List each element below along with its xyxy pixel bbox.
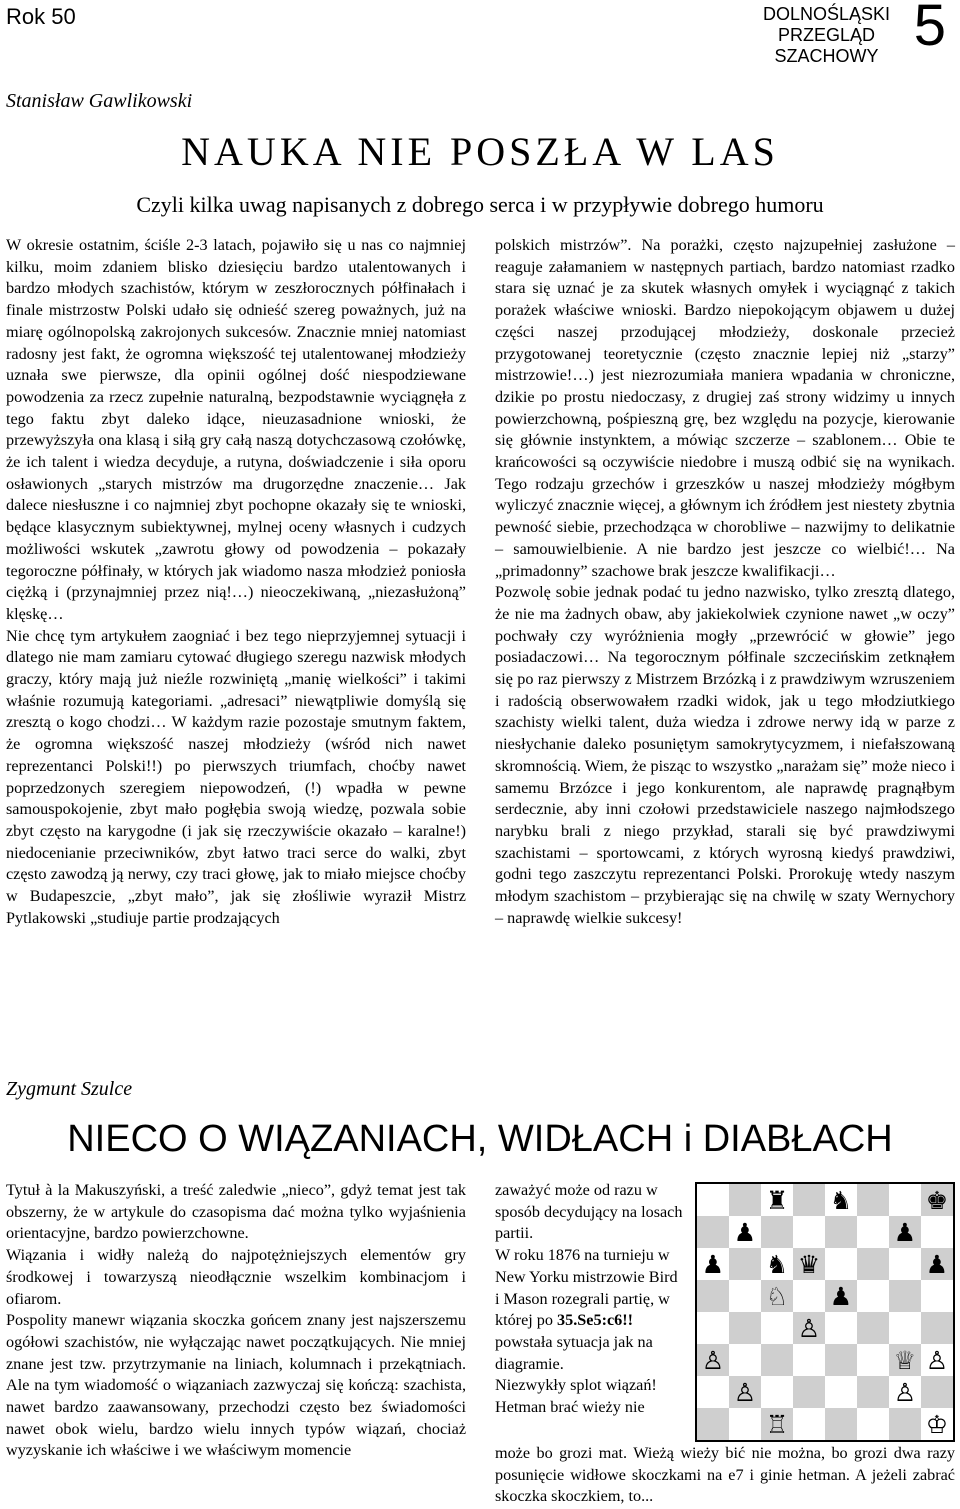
chess-square: [761, 1312, 793, 1344]
article2-paragraph: Tytuł à la Makuszyński, a treść zaledwie „nieco”, gdyż temat jest tak obszerny, że w artykule do czasopisma dać można tylko wyjaśnienia orientacyjne, bardzo powierzchowne.: [6, 1181, 466, 1243]
article2-text: W roku 1876 na turnieju w New Yorku mistrzowie Bird i Mason rozegrali partię, w której po: [495, 1246, 678, 1330]
chess-square: [729, 1344, 761, 1376]
magazine-name-line1: DOLNOŚLĄSKI: [762, 4, 890, 24]
article2-right-text: [495, 1180, 685, 1419]
chess-piece-square: ♟: [921, 1248, 953, 1280]
chess-square: [729, 1184, 761, 1216]
chess-square: [729, 1312, 761, 1344]
chess-square: [793, 1408, 825, 1440]
move-notation: 35.Se5:c6!!: [557, 1311, 634, 1330]
article1-right-column: [495, 235, 955, 930]
chess-square: [857, 1408, 889, 1440]
chess-square: [825, 1248, 857, 1280]
magazine-name-line2: PRZEGLĄD: [777, 25, 875, 45]
chess-square: [825, 1408, 857, 1440]
magazine-name-line3: SZACHOWY: [774, 46, 879, 66]
chess-square: [857, 1184, 889, 1216]
chess-square: [793, 1280, 825, 1312]
article1-paragraph: Nie chcę tym artykułem zaogniać i bez tego nieprzyjemnej sytuacji i dlatego nie mam zamiaru cytować długiego szeregu nazwisk młodych graczy, który mają już nieźle rozwiniętą „manię wielkości” i takimi właśnie rozumują kategoriami. „adresaci” niewątpliwie domyślą się zresztą o kogo chodzi… W każdym razie pozostaje smutnym faktem, że ogromna większość naszej młodzieży (wśród nich nawet reprezentanci Polski!!) po pierwszych triumfach, choćby nawet poprzedzonych szeregiem niepowodzeń, (!) wpadła w pewne samouspokojenie, zbyt mało pogłębia swoją wiedzę, pozwala sobie zbyt często na karygodne (i jak się rzeczywiście okazało – karalne!) niedocenianie przeciwników, zbyt łatwo traci serce do walki, zbyt często zawodzą ją nerwy, czy traci głowę, jak to miało miejsce choćby w Budapeszcie, „zbyt mało”, jak się złośliwie wyraził Mistrz Pytlakowski „studiuje partie prodzających: [6, 626, 466, 927]
chess-piece-square: ♛: [793, 1248, 825, 1280]
chess-square: [697, 1376, 729, 1408]
chess-piece-square: ♞: [825, 1184, 857, 1216]
chess-piece-square: ♖: [761, 1408, 793, 1440]
chess-square: [729, 1280, 761, 1312]
article1-subtitle: Czyli kilka uwag napisanych z dobrego serca i w przypływie dobrego humoru: [136, 192, 824, 217]
article1-paragraph: W okresie ostatnim, ściśle 2-3 latach, pojawiło się u nas co najmniej kilku, moim zdaniem blisko dziesięciu bardzo utalentowanych i bardzo młodych szachistów, którym w zeszłorocznych półfinałach i finale mistrzostw Polski udało się odnieść szereg poważnych, już na miarę ogólnopolską zakrojonych sukcesów. Znacznie mniej natomiast radosny jest fakt, że ogromna większość tej utalentowanej młodzieży uznała swe pierwsze, dla opinii ogólnej dość niespodziewane powodzenia za rzecz zupełnie naturalną, bezpodstawnie wyciągnęła z tego faktu zbyt daleko idące, nieuzasadnione wnioski, że przewyższyła ona klasą i siłą gry całą naszą dotychczasową czołówkę, że ich talent i wiedza decyduje, a rutyna, doświadczenie i siła oporu osławionych „starych mistrzów ma drugorzędne znaczenie… Jak dalece niesłuszne i co najmniej zbyt pochopne okazały się te wnioski, będące klasycznym subiektywnej, mylnej oceny własnych i cudzych możliwości wskutek „zawrotu głowy od powodzenia – pokazały tegoroczne półfinały, w których jak wiadomo nasza młodzież poniosła ciężką i (przynajmniej przez nią!…) nieoczekiwaną, „niezasłużoną” klęskę…: [6, 236, 466, 623]
chess-piece-square: ♙: [729, 1376, 761, 1408]
chess-square: [857, 1376, 889, 1408]
chess-square: [921, 1376, 953, 1408]
chess-square: [889, 1280, 921, 1312]
page-number: 5: [913, 0, 946, 58]
chess-diagram: [695, 1182, 955, 1442]
chess-piece-square: ♟: [729, 1216, 761, 1248]
chess-piece-square: ♕: [889, 1344, 921, 1376]
chess-square: [697, 1184, 729, 1216]
chess-square: [857, 1280, 889, 1312]
article2-bottom-text: może bo grozi mat. Wieżą wieży bić nie można, bo grozi dwa razy posunięcie widłowe skoczkami na e7 i ginie hetman. A jeżeli zabrać skoczka skoczkiem, to...: [495, 1444, 955, 1506]
chess-piece-square: ♟: [889, 1216, 921, 1248]
article2-paragraph: Wiązania i widły należą do najpotężniejszych elementów gry środkowej i towarzyszą nieodłącznie wszelkim kombinacjom i ofiarom.: [6, 1246, 466, 1308]
chess-square: [921, 1216, 953, 1248]
article2-paragraph: Pospolity manewr wiązania skoczka gońcem znany jest najszerszemu ogółowi szachistów, nie wyłączając nawet początkujących. Nie mniej znane jest tzw. przytrzymanie na liniach, kolumnach i przekątniach. Ale na tym wiadomość o wiązaniach zazwyczaj się kończą: szachista, nawet bardzo zaawansowany, przechodzi często bez świadomości nawet obok wielu, bardzo wielu innych typów wiązań, chociaż wyzyskanie ich właściwe i we właściwym momencie: [6, 1311, 466, 1460]
article1-paragraph: polskich mistrzów”. Na porażki, często najzupełniej zasłużone – reaguje załamaniem w następnych partiach, bardzo natomiast rzadko stara się uznać je za skutek własnych omyłek i wyciągnąć z takich porażek właściwe wnioski. Bardzo niepokojącym objawem u dużej części naszej przodującej młodzieży, doskonale przecież przygotowanej teoretycznie (często znacznie lepiej niż „starzy” mistrzowie!…) jest niezrozumiała maniera wpadania w chroniczne, dzikie po prostu niedoczasy, z drugiej zaś strony widzimy u innych powierzchowną, pośpieszną grę, bez względu na pozycje, kierowanie się głównie instynktem, a mówiąc szczerze – szablonem… Obie te krańcowości są oczywiście niedobre i muszą odbić się na wynikach. Tego rodzaju grzechów i grzeszków u naszej młodzieży mógłbym wyliczyć znacznie więcej, a głównym ich źródłem jest niestety zbytnia pewność siebie, przechodząca w chorobliwe – nazwijmy to delikatnie – samouwielbienie. A nie bardzo jest jeszcze co wielbić!… Na „primadonny” szachowe brak jeszcze kwalifikacji…: [495, 236, 955, 580]
chess-square: [857, 1312, 889, 1344]
article1-title: NAUKA NIE POSZŁA W LAS: [181, 129, 779, 174]
chess-square: [729, 1248, 761, 1280]
chess-square: [857, 1344, 889, 1376]
article1-author: Stanisław Gawlikowski: [6, 90, 193, 112]
chess-piece-square: ♙: [889, 1376, 921, 1408]
chess-square: [697, 1408, 729, 1440]
chess-piece-square: ♚: [921, 1184, 953, 1216]
chess-piece-square: ♟: [825, 1280, 857, 1312]
article2-paragraph: zaważyć może od razu w sposób decydujący na losach partii.: [495, 1181, 683, 1243]
chess-piece-square: ♔: [921, 1408, 953, 1440]
chess-piece-square: ♜: [761, 1184, 793, 1216]
chess-square: [921, 1280, 953, 1312]
chess-square: [793, 1184, 825, 1216]
chess-square: [825, 1312, 857, 1344]
article1-left-column: [6, 235, 466, 930]
chess-square: [825, 1344, 857, 1376]
magazine-name: [763, 4, 890, 67]
article2-author: Zygmunt Szulce: [6, 1078, 133, 1100]
article2-left-column: [6, 1180, 466, 1462]
article2-paragraph: Niezwykły splot wiązań! Hetman brać wieży nie: [495, 1376, 657, 1417]
chess-square: [697, 1280, 729, 1312]
chess-square: [889, 1312, 921, 1344]
chess-square: [697, 1312, 729, 1344]
chess-piece-square: ♘: [761, 1280, 793, 1312]
chess-piece-square: ♙: [697, 1344, 729, 1376]
chess-square: [793, 1344, 825, 1376]
chess-piece-square: ♟: [697, 1248, 729, 1280]
chess-square: [761, 1216, 793, 1248]
chess-square: [889, 1408, 921, 1440]
chess-square: [793, 1216, 825, 1248]
chess-square: [857, 1248, 889, 1280]
chess-square: [889, 1248, 921, 1280]
chess-square: [857, 1216, 889, 1248]
article2-paragraph: [495, 1245, 685, 1375]
chess-square: [825, 1216, 857, 1248]
chess-piece-square: ♞: [761, 1248, 793, 1280]
chess-piece-square: ♙: [793, 1312, 825, 1344]
chess-square: [761, 1344, 793, 1376]
article1-paragraph: Pozwolę sobie jednak podać tu jedno nazwisko, tylko zresztą dlatego, że nie ma żadnych obaw, aby jakiekolwiek czynione nawet „w oczy” pochwały czy wyróżnienia mogły „przewrócić w głowie” jego posiadaczowi… Na tegorocznym półfinale szczecińskim zetknąłem się po raz pierwszy z Mistrzem Brzózką i z prawdziwym wzruszeniem i radością obserwowałem rzadki widok, jak u tego młodziutkiego szachisty wielki talent, duża wiedza i zdrowe nerwy idą w parze z niesłychanie daleko posuniętym samokrytycyzmem, i niefałszowaną skromnością. Wiem, że pisząc to wszystko „narażam się” może nieco i samemu Brzózce i jego konkurentom, ale naprawdę pragnąłbym serdecznie, aby inni czołowi przedstawiciele naszego najmłodszego narybku brali z niego przykład, starali się być prawdziwymi szachistami – sportowcami, z których wyrosną kiedyś prawdziwi, godni tego zaszczytu reprezentanci Polski. Prorokuję wtedy naszym młodym szachistom – przybierając się na chwilę w szaty Wernychory – naprawdę wielkie sukcesy!: [495, 583, 955, 927]
chess-square: [825, 1376, 857, 1408]
chess-piece-square: ♙: [921, 1344, 953, 1376]
article2-title: NIECO O WIĄZANIACH, WIDŁACH i DIABŁACH: [67, 1118, 893, 1160]
chess-square: [697, 1216, 729, 1248]
chess-square: [729, 1408, 761, 1440]
chess-square: [793, 1376, 825, 1408]
article2-text: powstała sytuacja jak na diagramie.: [495, 1332, 653, 1373]
chess-square: [761, 1376, 793, 1408]
chess-square: [889, 1184, 921, 1216]
chess-square: [921, 1312, 953, 1344]
volume-year: Rok 50: [6, 4, 76, 29]
